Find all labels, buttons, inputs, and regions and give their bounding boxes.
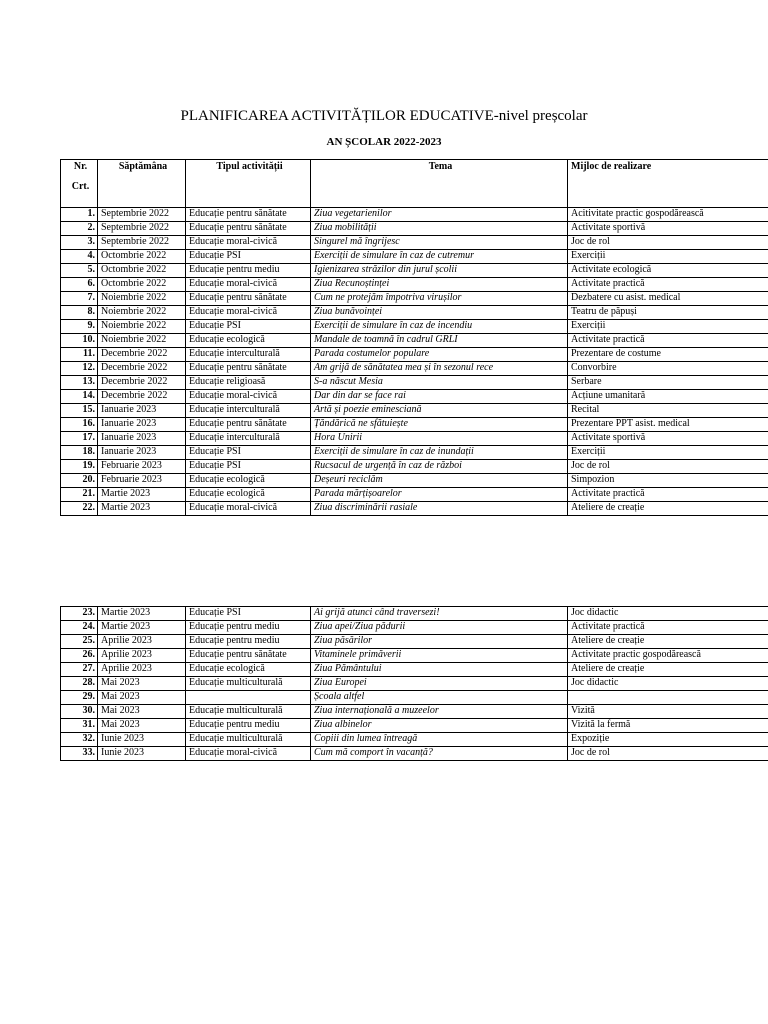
theme-cell: Vitaminele primăverii: [311, 649, 568, 663]
table-row: [61, 691, 768, 705]
row-number-cell: 8.: [61, 306, 98, 320]
table-row: [61, 250, 768, 264]
row-number-cell: 6.: [61, 278, 98, 292]
week-cell: Mai 2023: [98, 691, 186, 705]
means-cell: Activitate sportivă: [568, 222, 768, 236]
week-cell: Noiembrie 2022: [98, 320, 186, 334]
activity-type-cell: Educație pentru sănătate: [186, 208, 311, 222]
table-row: [61, 418, 768, 432]
theme-cell: Ziua Pământului: [311, 663, 568, 677]
document-title: PLANIFICAREA ACTIVITĂȚILOR EDUCATIVE-nivel preșcolar: [180, 108, 588, 124]
row-number-cell: 22.: [61, 502, 98, 516]
means-cell: Ateliere de creație: [568, 635, 768, 649]
row-number-cell: 4.: [61, 250, 98, 264]
means-cell: Convorbire: [568, 362, 768, 376]
activity-type-cell: Educație interculturală: [186, 348, 311, 362]
table-row: [61, 432, 768, 446]
week-cell: Mai 2023: [98, 719, 186, 733]
week-cell: Mai 2023: [98, 705, 186, 719]
theme-cell: Parada costumelor populare: [311, 348, 568, 362]
means-cell: Prezentare PPT asist. medical: [568, 418, 768, 432]
means-cell: Activitate ecologică: [568, 264, 768, 278]
week-cell: Octombrie 2022: [98, 264, 186, 278]
activity-type-cell: Educație multiculturală: [186, 733, 311, 747]
week-cell: Noiembrie 2022: [98, 306, 186, 320]
theme-cell: Dar din dar se face rai: [311, 390, 568, 404]
means-cell: Activitate sportivă: [568, 432, 768, 446]
row-number-cell: 21.: [61, 488, 98, 502]
means-cell: Recital: [568, 404, 768, 418]
row-number-cell: 25.: [61, 635, 98, 649]
week-cell: Iunie 2023: [98, 747, 186, 761]
means-cell: Expoziție: [568, 733, 768, 747]
activity-type-cell: Educație pentru sănătate: [186, 649, 311, 663]
theme-cell: Rucsacul de urgență în caz de război: [311, 460, 568, 474]
means-cell: Acțiune umanitară: [568, 390, 768, 404]
table-row: [61, 621, 768, 635]
theme-cell: Singurel mă îngrijesc: [311, 236, 568, 250]
theme-cell: Copiii din lumea întreagă: [311, 733, 568, 747]
activity-type-cell: Educație pentru sănătate: [186, 222, 311, 236]
table-row: [61, 222, 768, 236]
table-row: [61, 390, 768, 404]
theme-cell: Exerciții de simulare în caz de cutremur: [311, 250, 568, 264]
week-cell: Aprilie 2023: [98, 635, 186, 649]
week-cell: Octombrie 2022: [98, 250, 186, 264]
means-cell: Exerciții: [568, 320, 768, 334]
table-row: [61, 278, 768, 292]
activity-type-cell: Educație ecologică: [186, 474, 311, 488]
activity-type-cell: Educație pentru sănătate: [186, 362, 311, 376]
activities-table-page-1: [60, 159, 768, 516]
activity-type-cell: Educație moral-civică: [186, 390, 311, 404]
row-number-cell: 3.: [61, 236, 98, 250]
table-row: [61, 306, 768, 320]
table-row: [61, 236, 768, 250]
activity-type-cell: Educație ecologică: [186, 663, 311, 677]
means-cell: Ateliere de creație: [568, 663, 768, 677]
table-row: [61, 677, 768, 691]
means-cell: Dezbatere cu asist. medical: [568, 292, 768, 306]
means-cell: Activitate practic gospodărească: [568, 649, 768, 663]
week-cell: Septembrie 2022: [98, 208, 186, 222]
activity-type-cell: Educație pentru sănătate: [186, 418, 311, 432]
table-row: [61, 635, 768, 649]
row-number-cell: 12.: [61, 362, 98, 376]
activities-table-page-2: [60, 606, 768, 761]
activity-type-cell: Educație moral-civică: [186, 502, 311, 516]
means-cell: Activitate practică: [568, 278, 768, 292]
week-cell: Ianuarie 2023: [98, 446, 186, 460]
activity-type-cell: [186, 691, 311, 705]
table-row: [61, 488, 768, 502]
theme-cell: Exerciții de simulare în caz de inundații: [311, 446, 568, 460]
activity-type-cell: Educație ecologică: [186, 488, 311, 502]
week-cell: Septembrie 2022: [98, 236, 186, 250]
theme-cell: Cum ne protejăm împotriva virușilor: [311, 292, 568, 306]
week-cell: Februarie 2023: [98, 474, 186, 488]
week-cell: Septembrie 2022: [98, 222, 186, 236]
means-cell: Exerciții: [568, 250, 768, 264]
week-cell: Ianuarie 2023: [98, 432, 186, 446]
table-body-page-2: [61, 607, 768, 761]
row-number-cell: 2.: [61, 222, 98, 236]
means-cell: Joc de rol: [568, 236, 768, 250]
theme-cell: Hora Unirii: [311, 432, 568, 446]
activity-type-cell: Educație moral-civică: [186, 236, 311, 250]
table-row: [61, 733, 768, 747]
theme-cell: Parada mărțișoarelor: [311, 488, 568, 502]
week-cell: Decembrie 2022: [98, 376, 186, 390]
means-cell: Serbare: [568, 376, 768, 390]
activity-type-cell: Educație religioasă: [186, 376, 311, 390]
table-row: [61, 264, 768, 278]
means-cell: Activitate practică: [568, 488, 768, 502]
table-row: [61, 649, 768, 663]
row-number-cell: 18.: [61, 446, 98, 460]
theme-cell: Cum mă comport în vacanță?: [311, 747, 568, 761]
table-row: [61, 607, 768, 621]
theme-cell: Igienizarea străzilor din jurul școlii: [311, 264, 568, 278]
theme-cell: Ziua Recunoștinței: [311, 278, 568, 292]
activity-type-cell: Educație PSI: [186, 607, 311, 621]
row-number-cell: 5.: [61, 264, 98, 278]
week-cell: Martie 2023: [98, 488, 186, 502]
table-row: [61, 376, 768, 390]
theme-cell: Școala altfel: [311, 691, 568, 705]
theme-cell: Ziua albinelor: [311, 719, 568, 733]
means-cell: Vizită la fermă: [568, 719, 768, 733]
table-row: [61, 334, 768, 348]
week-cell: Decembrie 2022: [98, 390, 186, 404]
table-row: [61, 663, 768, 677]
row-number-cell: 13.: [61, 376, 98, 390]
header-theme: Tema: [311, 160, 568, 208]
means-cell: Exerciții: [568, 446, 768, 460]
row-number-cell: 24.: [61, 621, 98, 635]
means-cell: Vizită: [568, 705, 768, 719]
row-number-cell: 17.: [61, 432, 98, 446]
week-cell: Ianuarie 2023: [98, 404, 186, 418]
activity-type-cell: Educație moral-civică: [186, 278, 311, 292]
week-cell: Decembrie 2022: [98, 362, 186, 376]
theme-cell: S-a născut Mesia: [311, 376, 568, 390]
theme-cell: Ziua Europei: [311, 677, 568, 691]
theme-cell: Ziua discriminării rasiale: [311, 502, 568, 516]
row-number-cell: 33.: [61, 747, 98, 761]
week-cell: Octombrie 2022: [98, 278, 186, 292]
activity-type-cell: Educație pentru sănătate: [186, 292, 311, 306]
means-cell: Joc didactic: [568, 677, 768, 691]
means-cell: Joc de rol: [568, 747, 768, 761]
activity-type-cell: Educație PSI: [186, 446, 311, 460]
activity-type-cell: Educație interculturală: [186, 404, 311, 418]
theme-cell: Mandale de toamnă în cadrul GRLI: [311, 334, 568, 348]
table-body-page-1: [61, 208, 768, 516]
table-header-row: [61, 160, 768, 208]
means-cell: Simpozion: [568, 474, 768, 488]
table-row: [61, 208, 768, 222]
table-row: [61, 705, 768, 719]
theme-cell: Artă și poezie eminesciană: [311, 404, 568, 418]
activity-type-cell: Educație PSI: [186, 320, 311, 334]
means-cell: Teatru de păpuși: [568, 306, 768, 320]
theme-cell: Ziua apei/Ziua pădurii: [311, 621, 568, 635]
header-nr: [61, 160, 98, 208]
activity-type-cell: Educație PSI: [186, 250, 311, 264]
activity-type-cell: Educație moral-civică: [186, 306, 311, 320]
row-number-cell: 23.: [61, 607, 98, 621]
means-cell: Joc didactic: [568, 607, 768, 621]
week-cell: Noiembrie 2022: [98, 334, 186, 348]
week-cell: Martie 2023: [98, 502, 186, 516]
week-cell: Aprilie 2023: [98, 649, 186, 663]
table-row: [61, 747, 768, 761]
week-cell: Martie 2023: [98, 607, 186, 621]
means-cell: Joc de rol: [568, 460, 768, 474]
row-number-cell: 28.: [61, 677, 98, 691]
table-row: [61, 719, 768, 733]
theme-cell: Ziua internațională a muzeelor: [311, 705, 568, 719]
row-number-cell: 30.: [61, 705, 98, 719]
row-number-cell: 31.: [61, 719, 98, 733]
row-number-cell: 19.: [61, 460, 98, 474]
table-row: [61, 292, 768, 306]
header-means: Mijloc de realizare: [568, 160, 768, 208]
header-activity-type: Tipul activității: [186, 160, 311, 208]
activity-type-cell: Educație multiculturală: [186, 705, 311, 719]
means-cell: Prezentare de costume: [568, 348, 768, 362]
table-row: [61, 362, 768, 376]
activity-type-cell: Educație multiculturală: [186, 677, 311, 691]
activity-type-cell: Educație ecologică: [186, 334, 311, 348]
table-row: [61, 404, 768, 418]
theme-cell: Deșeuri reciclăm: [311, 474, 568, 488]
row-number-cell: 7.: [61, 292, 98, 306]
row-number-cell: 26.: [61, 649, 98, 663]
table-row: [61, 320, 768, 334]
means-cell: Ateliere de creație: [568, 502, 768, 516]
activity-type-cell: Educație PSI: [186, 460, 311, 474]
row-number-cell: 11.: [61, 348, 98, 362]
theme-cell: Ziua vegetarienilor: [311, 208, 568, 222]
means-cell: [568, 691, 768, 705]
activity-type-cell: Educație moral-civică: [186, 747, 311, 761]
table-row: [61, 474, 768, 488]
week-cell: Ianuarie 2023: [98, 418, 186, 432]
table-row: [61, 446, 768, 460]
means-cell: Activitate practică: [568, 621, 768, 635]
theme-cell: Ai grijă atunci când traversezi!: [311, 607, 568, 621]
header-week: Săptămâna: [98, 160, 186, 208]
row-number-cell: 10.: [61, 334, 98, 348]
activity-type-cell: Educație pentru mediu: [186, 719, 311, 733]
table-row: [61, 502, 768, 516]
activity-type-cell: Educație pentru mediu: [186, 635, 311, 649]
means-cell: Acitivitate practic gospodărească: [568, 208, 768, 222]
row-number-cell: 29.: [61, 691, 98, 705]
header-nr-line1: Nr.: [73, 161, 88, 172]
means-cell: Activitate practică: [568, 334, 768, 348]
week-cell: Martie 2023: [98, 621, 186, 635]
row-number-cell: 32.: [61, 733, 98, 747]
week-cell: Mai 2023: [98, 677, 186, 691]
activity-type-cell: Educație pentru mediu: [186, 621, 311, 635]
week-cell: Februarie 2023: [98, 460, 186, 474]
row-number-cell: 14.: [61, 390, 98, 404]
week-cell: Iunie 2023: [98, 733, 186, 747]
theme-cell: Am grijă de sănătatea mea și în sezonul rece: [311, 362, 568, 376]
theme-cell: Ziua bunăvoinței: [311, 306, 568, 320]
theme-cell: Ziua mobilității: [311, 222, 568, 236]
row-number-cell: 9.: [61, 320, 98, 334]
row-number-cell: 20.: [61, 474, 98, 488]
row-number-cell: 27.: [61, 663, 98, 677]
theme-cell: Ziua păsărilor: [311, 635, 568, 649]
theme-cell: Exerciții de simulare în caz de incendiu: [311, 320, 568, 334]
header-nr-line2: Crt.: [71, 181, 90, 192]
activity-type-cell: Educație interculturală: [186, 432, 311, 446]
row-number-cell: 1.: [61, 208, 98, 222]
row-number-cell: 16.: [61, 418, 98, 432]
table-row: [61, 460, 768, 474]
activity-type-cell: Educație pentru mediu: [186, 264, 311, 278]
table-row: [61, 348, 768, 362]
row-number-cell: 15.: [61, 404, 98, 418]
week-cell: Noiembrie 2022: [98, 292, 186, 306]
week-cell: Decembrie 2022: [98, 348, 186, 362]
week-cell: Aprilie 2023: [98, 663, 186, 677]
theme-cell: Țăndărică ne sfătuiește: [311, 418, 568, 432]
school-year-subtitle: AN ȘCOLAR 2022-2023: [326, 136, 442, 148]
